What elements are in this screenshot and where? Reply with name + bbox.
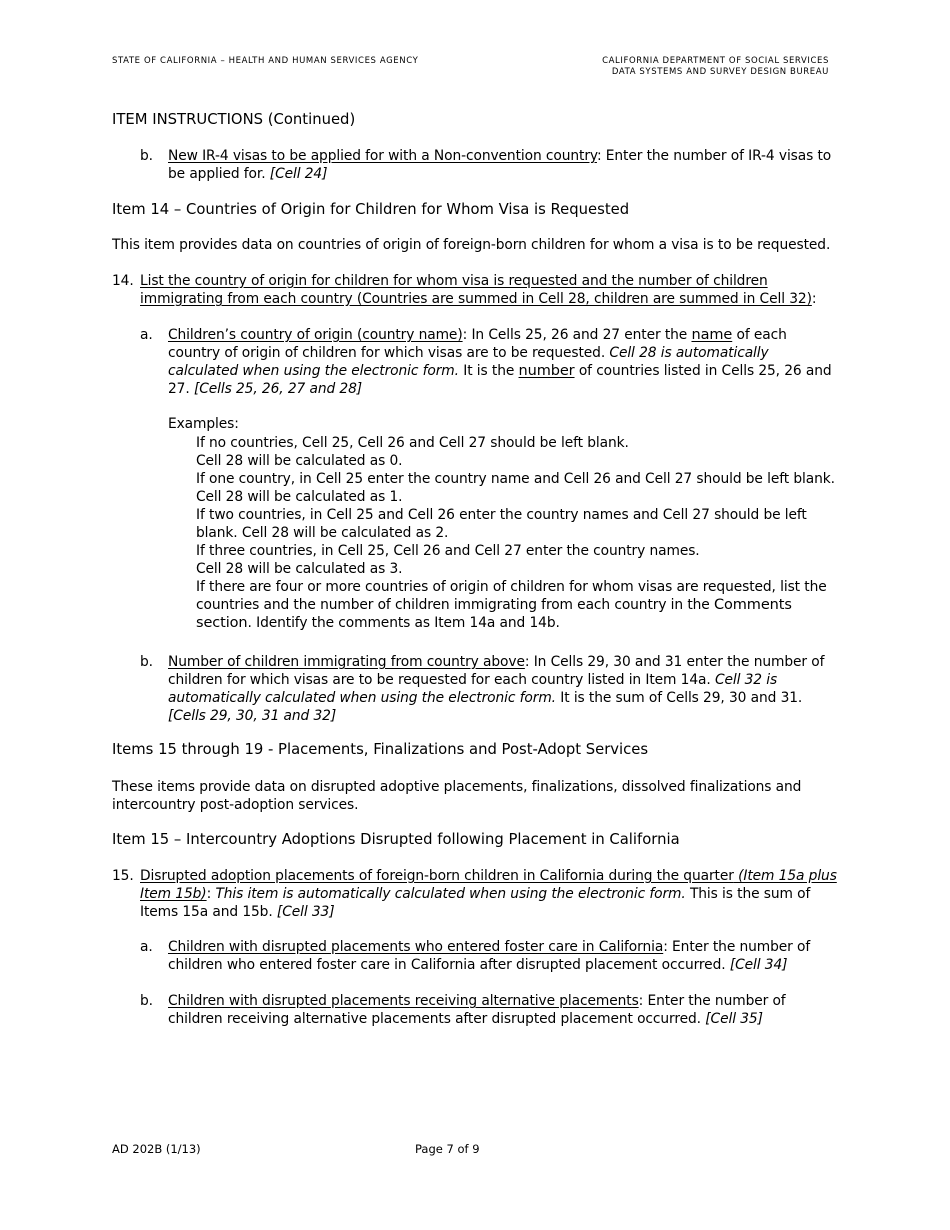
item-14a-text2: of each country of origin of children for which visas are to be requested. [168,327,787,361]
item-14a-text4: of countries listed in Cells 25, 26 and 27. [168,363,832,397]
item-14b-paragraph [168,653,838,725]
example-line: If two countries, in Cell 25 and Cell 26 enter the country names and Cell 27 should be left blank. Cell 28 will be calculated as 2. [196,507,807,541]
item-15a-title: Children with disrupted placements who entered foster care in California [168,939,664,955]
item-14a-italic: Cell 28 is automatically calculated when using the electronic form. [168,345,769,379]
item-15-title: Disrupted adoption placements of foreign-born children in California during the quarter [140,868,734,884]
item-15-heading: Item 15 – Intercountry Adoptions Disrupted following Placement in California [112,831,680,848]
header-agency: STATE OF CALIFORNIA – HEALTH AND HUMAN SERVICES AGENCY [112,56,419,66]
item-14-title: List the country of origin for children for whom visa is requested and the number of children immigrating from each country (Countries are summed in Cell 28, children are summed in Cell 32) [140,273,812,307]
item-13b-paragraph [168,147,838,183]
item-14-heading: Item 14 – Countries of Origin for Children for Whom Visa is Requested [112,201,630,218]
example-line: Cell 28 will be calculated as 3. [196,561,403,577]
item-14a-cells: [Cells 25, 26, 27 and 28] [193,381,363,397]
item-15b-cell: [Cell 35] [705,1011,763,1027]
section-title: ITEM INSTRUCTIONS (Continued) [112,111,356,128]
item-14b-title: Number of children immigrating from country above [168,654,525,670]
item-15-italic: This item is automatically calculated when using the electronic form. [215,886,686,902]
item-15-text1: : [206,886,216,902]
items-15-19-heading: Items 15 through 19 - Placements, Finalizations and Post-Adopt Services [112,741,649,758]
item-15-text2: This is the sum of Items 15a and 15b. [140,886,811,920]
example-line-last [196,578,841,632]
item-15a-paragraph [168,938,838,974]
examples-label: Examples: [168,416,239,432]
item-14-title-after: : [811,291,817,307]
items-15-19-intro: These items provide data on disrupted adoptive placements, finalizations, dissolved finalizations and intercountry post-adoption services. [112,779,802,813]
example-line: If no countries, Cell 25, Cell 26 and Cell 27 should be left blank. [196,435,629,451]
footer-form-id: AD 202B (1/13) [112,1142,201,1156]
item-14b-italic: Cell 32 is automatically calculated when using the electronic form. [168,672,778,706]
item-15a-label: a. [140,939,153,955]
item-15-paragraph [140,867,840,921]
example-last-end: . Identify the comments as Item 14a and 14b. [247,615,560,631]
header-department-line2: DATA SYSTEMS AND SURVEY DESIGN BUREAU [611,67,829,77]
item-15-number: 15. [112,868,134,884]
footer-page-number: Page 7 of 9 [415,1142,480,1156]
item-13b-text: : Enter the number of IR-4 visas to be applied for. [168,148,832,182]
header-department-line1: CALIFORNIA DEPARTMENT OF SOCIAL SERVICES [602,56,829,66]
example-comments-word: Comments section [196,597,792,631]
item-14a-text1: : In Cells 25, 26 and 27 enter the [462,327,692,343]
item-13b-label: b. [140,148,153,164]
item-14a-name-word: name [691,327,733,343]
item-15b-paragraph [168,992,838,1028]
item-15b-label: b. [140,993,153,1009]
item-14-intro: This item provides data on countries of origin of foreign-born children for whom a visa is to be requested. [112,237,831,253]
item-15b-text: : Enter the number of children receiving alternative placements after disrupted placement occurred. [168,993,786,1027]
item-15a-text: : Enter the number of children who entered foster care in California after disrupted placement occurred. [168,939,811,973]
example-last-text: If there are four or more countries of origin of children for whom visas are requested, list the countries and the number of children immigrating from each country in the [196,579,827,613]
example-line: If one country, in Cell 25 enter the country name and Cell 26 and Cell 27 should be left blank. [196,471,835,487]
item-15b-title: Children with disrupted placements receiving alternative placements [168,993,639,1009]
examples-list [196,434,841,632]
item-14a-title: Children’s country of origin (country name) [168,327,463,343]
example-line: Cell 28 will be calculated as 0. [196,453,403,469]
item-14b-label: b. [140,654,153,670]
item-15-cell: [Cell 33] [276,904,335,920]
example-line: If three countries, in Cell 25, Cell 26 and Cell 27 enter the country names. [196,543,700,559]
item-15a-cell: [Cell 34] [729,957,788,973]
item-14a-text3: It is the [458,363,519,379]
item-13b-title: New IR-4 visas to be applied for with a Non-convention country [168,148,597,164]
item-15-title-italic: (Item 15a plus Item 15b) [140,868,837,902]
header-department [602,56,829,78]
item-14-paragraph [140,272,840,308]
item-14b-text2: It is the sum of Cells 29, 30 and 31. [555,690,803,706]
item-14-number: 14. [112,273,134,289]
item-13b-cell: [Cell 24] [269,166,328,182]
item-14b-cells: [Cells 29, 30, 31 and 32] [168,708,337,724]
item-14a-paragraph [168,326,838,398]
item-14a-number-word: number [518,363,575,379]
item-14b-text1: : In Cells 29, 30 and 31 enter the number of children for which visas are to be requested for each country listed in Item 14a. [168,654,825,688]
item-14a-label: a. [140,327,153,343]
example-line: Cell 28 will be calculated as 1. [196,489,403,505]
